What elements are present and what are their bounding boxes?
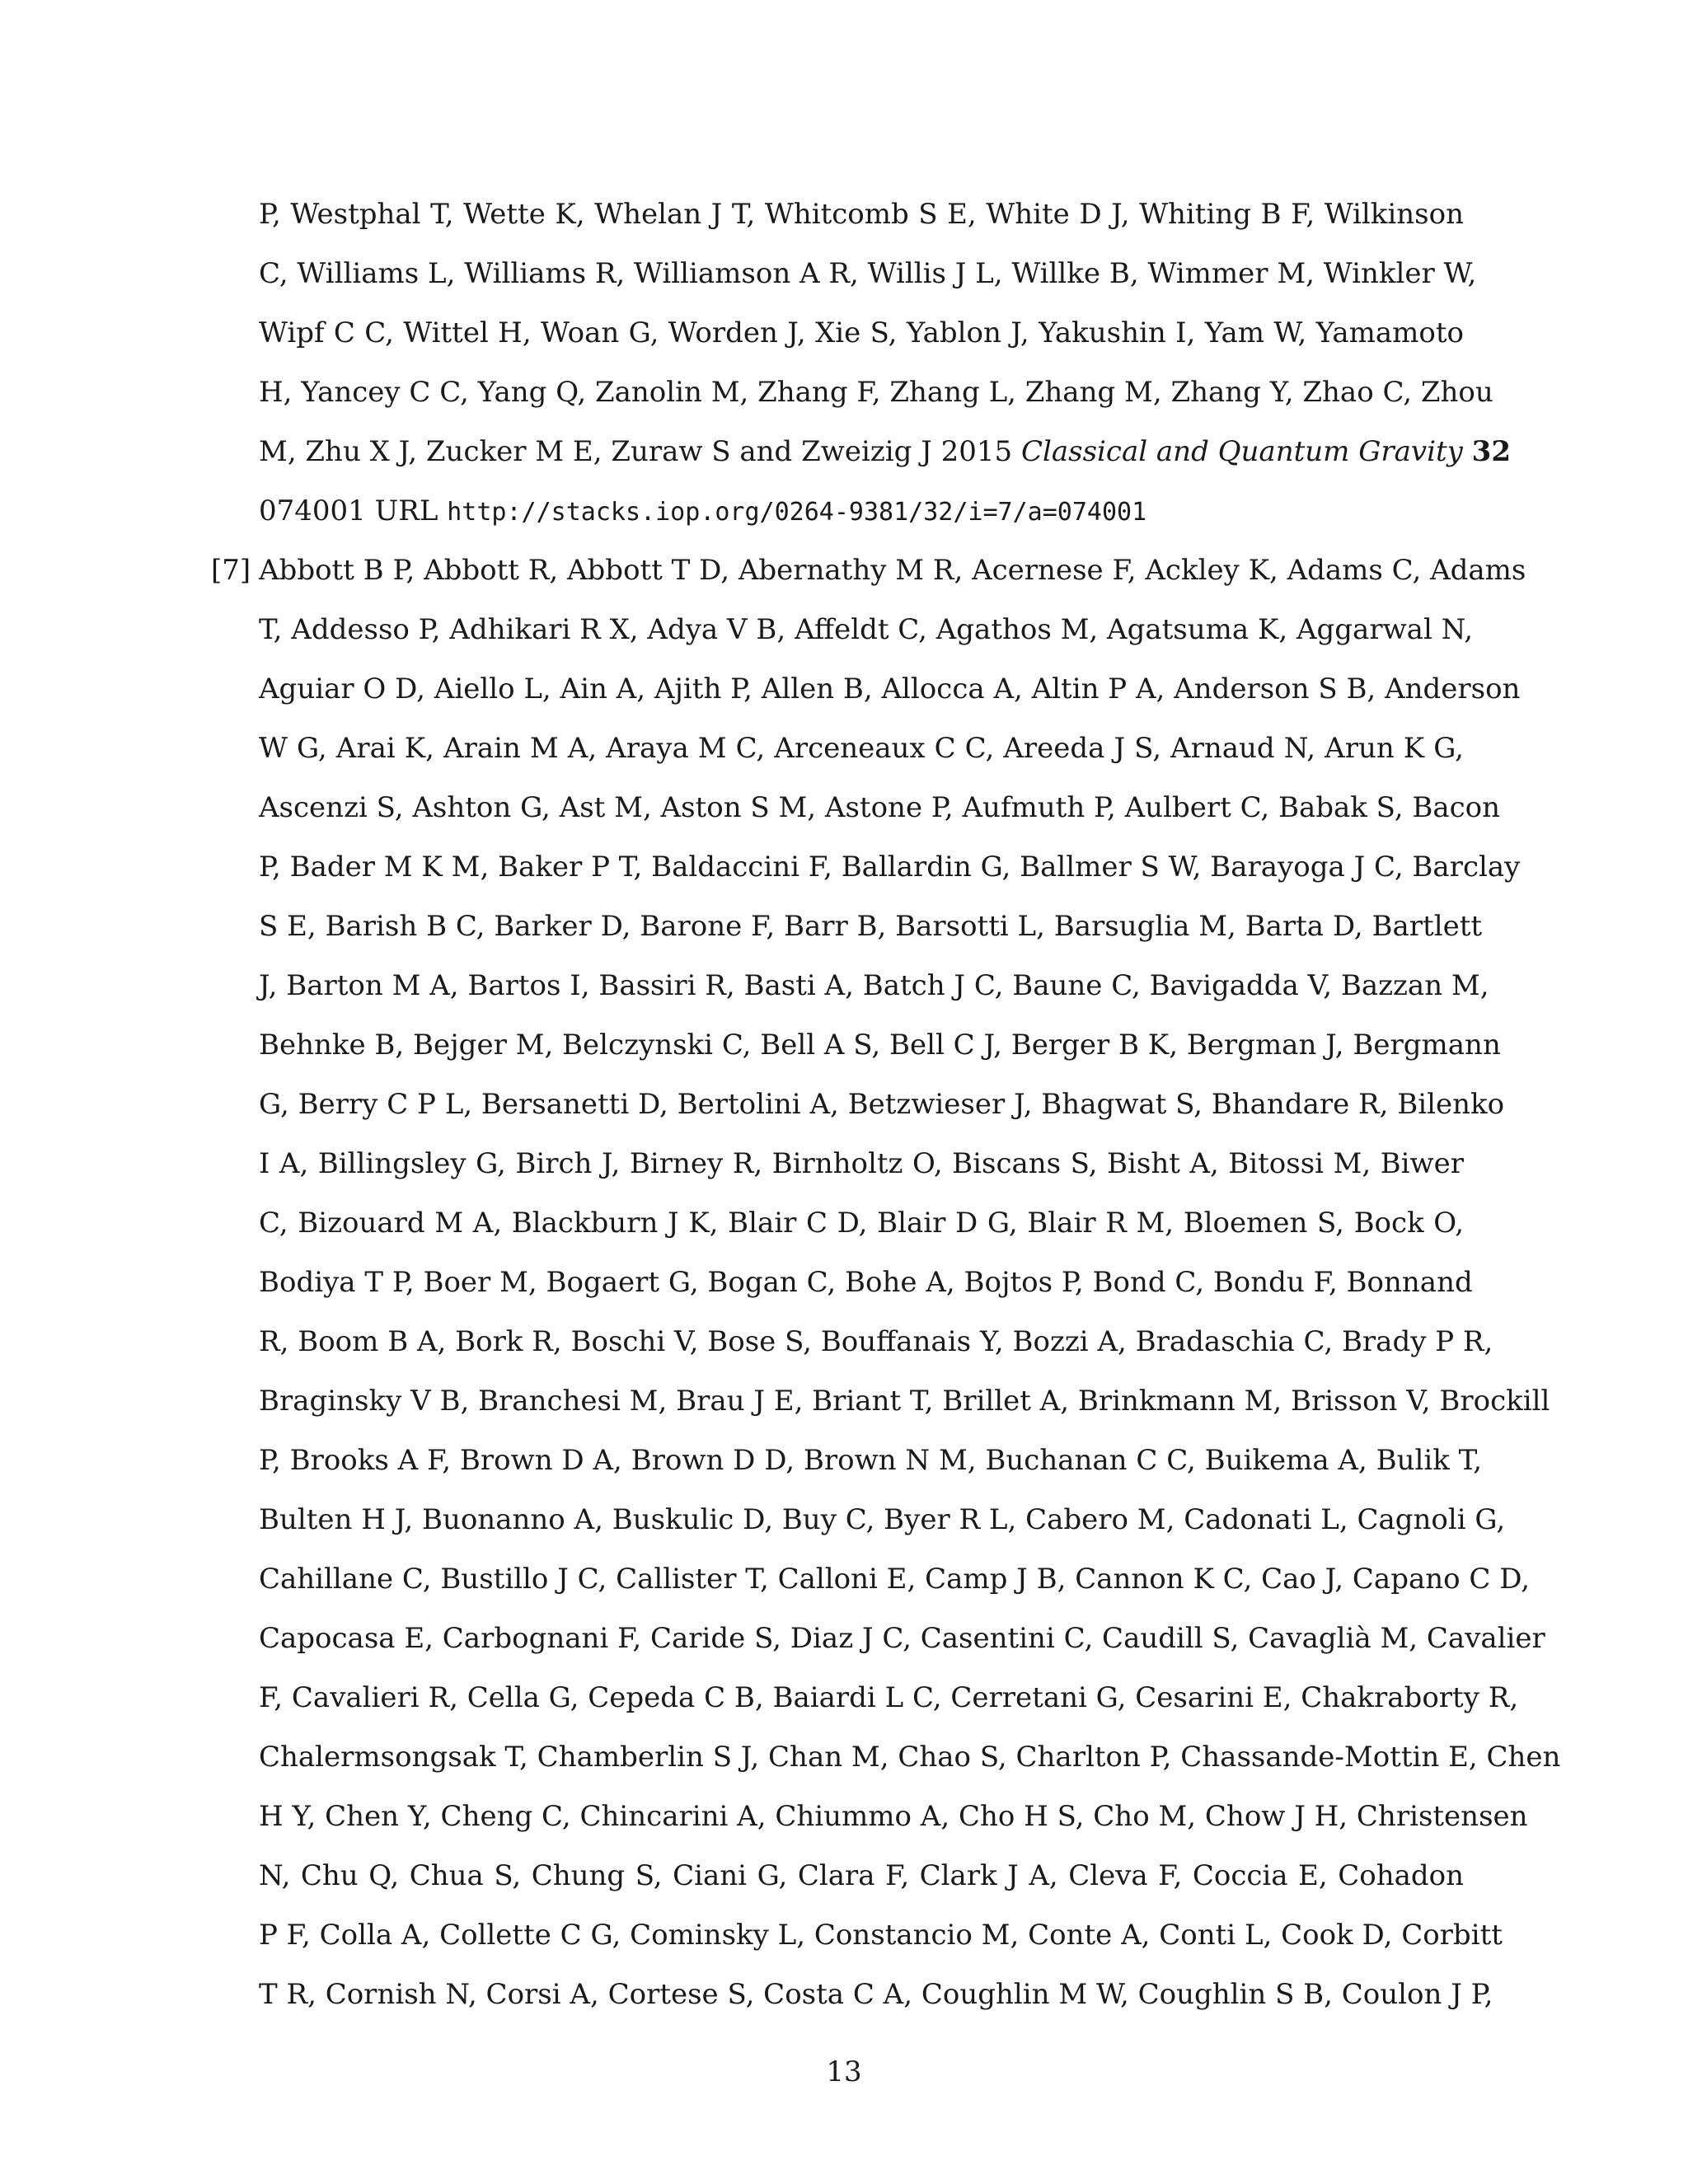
- reference-line: Abbott B P, Abbott R, Abbott T D, Abernathy M R, Acernese F, Ackley K, Adams C, Adams: [259, 554, 1526, 587]
- reference-line: Cahillane C, Bustillo J C, Callister T, Calloni E, Camp J B, Cannon K C, Cao J, Capano C D,: [259, 1563, 1531, 1596]
- reference-line: Bulten H J, Buonanno A, Buskulic D, Buy C, Byer R L, Cabero M, Cadonati L, Cagnoli G,: [259, 1503, 1506, 1536]
- reference-line: C, Williams L, Williams R, Williamson A R, Willis J L, Willke B, Wimmer M, Winkler W,: [259, 257, 1477, 290]
- reference-7: [259, 551, 1561, 2034]
- reference-text: M, Zhu X J, Zucker M E, Zuraw S and Zweizig J 2015: [259, 435, 1021, 468]
- reference-line: Aguiar O D, Aiello L, Ain A, Ajith P, Allen B, Allocca A, Altin P A, Anderson S B, Anderson: [259, 673, 1521, 705]
- reference-line: P, Westphal T, Wette K, Whelan J T, Whitcomb S E, White D J, Whiting B F, Wilkinson: [259, 198, 1464, 231]
- reference-line: I A, Billingsley G, Birch J, Birney R, Birnholtz O, Biscans S, Bisht A, Bitossi M, Biwer: [259, 1147, 1464, 1180]
- reference-line: C, Bizouard M A, Blackburn J K, Blair C D, Blair D G, Blair R M, Bloemen S, Bock O,: [259, 1207, 1464, 1240]
- reference-line-with-url: [259, 491, 1464, 551]
- reference-line: P F, Colla A, Collette C G, Cominsky L, Constancio M, Conte A, Conti L, Cook D, Corbitt: [259, 1919, 1503, 1952]
- reference-list: [259, 194, 1561, 2034]
- reference-line: N, Chu Q, Chua S, Chung S, Ciani G, Clara F, Clark J A, Cleva F, Coccia E, Cohadon: [259, 1859, 1464, 1892]
- reference-line: Behnke B, Bejger M, Belczynski C, Bell A S, Bell C J, Berger B K, Bergman J, Bergmann: [259, 1029, 1501, 1062]
- reference-line: G, Berry C P L, Bersanetti D, Bertolini A, Betzwieser J, Bhagwat S, Bhandare R, Bilenko: [259, 1088, 1505, 1121]
- journal-volume: 32: [1471, 435, 1511, 468]
- reference-line: J, Barton M A, Bartos I, Bassiri R, Basti A, Batch J C, Baune C, Bavigadda V, Bazzan M,: [259, 969, 1489, 1002]
- reference-line: P, Brooks A F, Brown D A, Brown D D, Brown N M, Buchanan C C, Buikema A, Bulik T,: [259, 1444, 1483, 1477]
- reference-line: T R, Cornish N, Corsi A, Cortese S, Costa C A, Coughlin M W, Coughlin S B, Coulon J P,: [259, 1978, 1493, 2011]
- reference-line: H Y, Chen Y, Cheng C, Chincarini A, Chiummo A, Cho H S, Cho M, Chow J H, Christensen: [259, 1800, 1528, 1833]
- reference-6-continuation: [259, 194, 1511, 551]
- reference-line: Ascenzi S, Ashton G, Ast M, Aston S M, Astone P, Aufmuth P, Aulbert C, Babak S, Bacon: [259, 791, 1501, 824]
- reference-line: F, Cavalieri R, Cella G, Cepeda C B, Baiardi L C, Cerretani G, Cesarini E, Chakraborty R,: [259, 1681, 1519, 1714]
- reference-line: Capocasa E, Carbognani F, Caride S, Diaz J C, Casentini C, Caudill S, Cavaglià M, Cavalier: [259, 1622, 1545, 1655]
- reference-line: H, Yancey C C, Yang Q, Zanolin M, Zhang F, Zhang L, Zhang M, Zhang Y, Zhao C, Zhou: [259, 376, 1493, 409]
- reference-text: 074001 URL: [259, 494, 448, 527]
- reference-line: Wipf C C, Wittel H, Woan G, Worden J, Xie S, Yablon J, Yakushin I, Yam W, Yamamoto: [259, 316, 1464, 349]
- reference-url-link[interactable]: http://stacks.iop.org/0264-9381/32/i=7/a=074001: [447, 498, 1147, 527]
- reference-line: S E, Barish B C, Barker D, Barone F, Barr B, Barsotti L, Barsuglia M, Barta D, Bartlett: [259, 910, 1483, 943]
- reference-line: Bodiya T P, Boer M, Bogaert G, Bogan C, Bohe A, Bojtos P, Bond C, Bondu F, Bonnand: [259, 1266, 1473, 1299]
- reference-line: Chalermsongsak T, Chamberlin S J, Chan M, Chao S, Charlton P, Chassande-Mottin E, Chen: [259, 1741, 1561, 1774]
- reference-number: [7]: [211, 554, 251, 587]
- reference-line-with-journal: [259, 432, 1511, 491]
- reference-line: W G, Arai K, Arain M A, Araya M C, Arceneaux C C, Areeda J S, Arnaud N, Arun K G,: [259, 732, 1464, 765]
- journal-name: Classical and Quantum Gravity: [1020, 435, 1463, 468]
- reference-line: T, Addesso P, Adhikari R X, Adya V B, Affeldt C, Agathos M, Agatsuma K, Aggarwal N,: [259, 613, 1474, 646]
- reference-line: R, Boom B A, Bork R, Boschi V, Bose S, Bouffanais Y, Bozzi A, Bradaschia C, Brady P R,: [259, 1325, 1493, 1358]
- reference-line: P, Bader M K M, Baker P T, Baldaccini F, Ballardin G, Ballmer S W, Barayoga J C, Barclay: [259, 851, 1521, 883]
- reference-line: Braginsky V B, Branchesi M, Brau J E, Briant T, Brillet A, Brinkmann M, Brisson V, Brockill: [259, 1385, 1550, 1418]
- page-number: 13: [826, 2055, 862, 2088]
